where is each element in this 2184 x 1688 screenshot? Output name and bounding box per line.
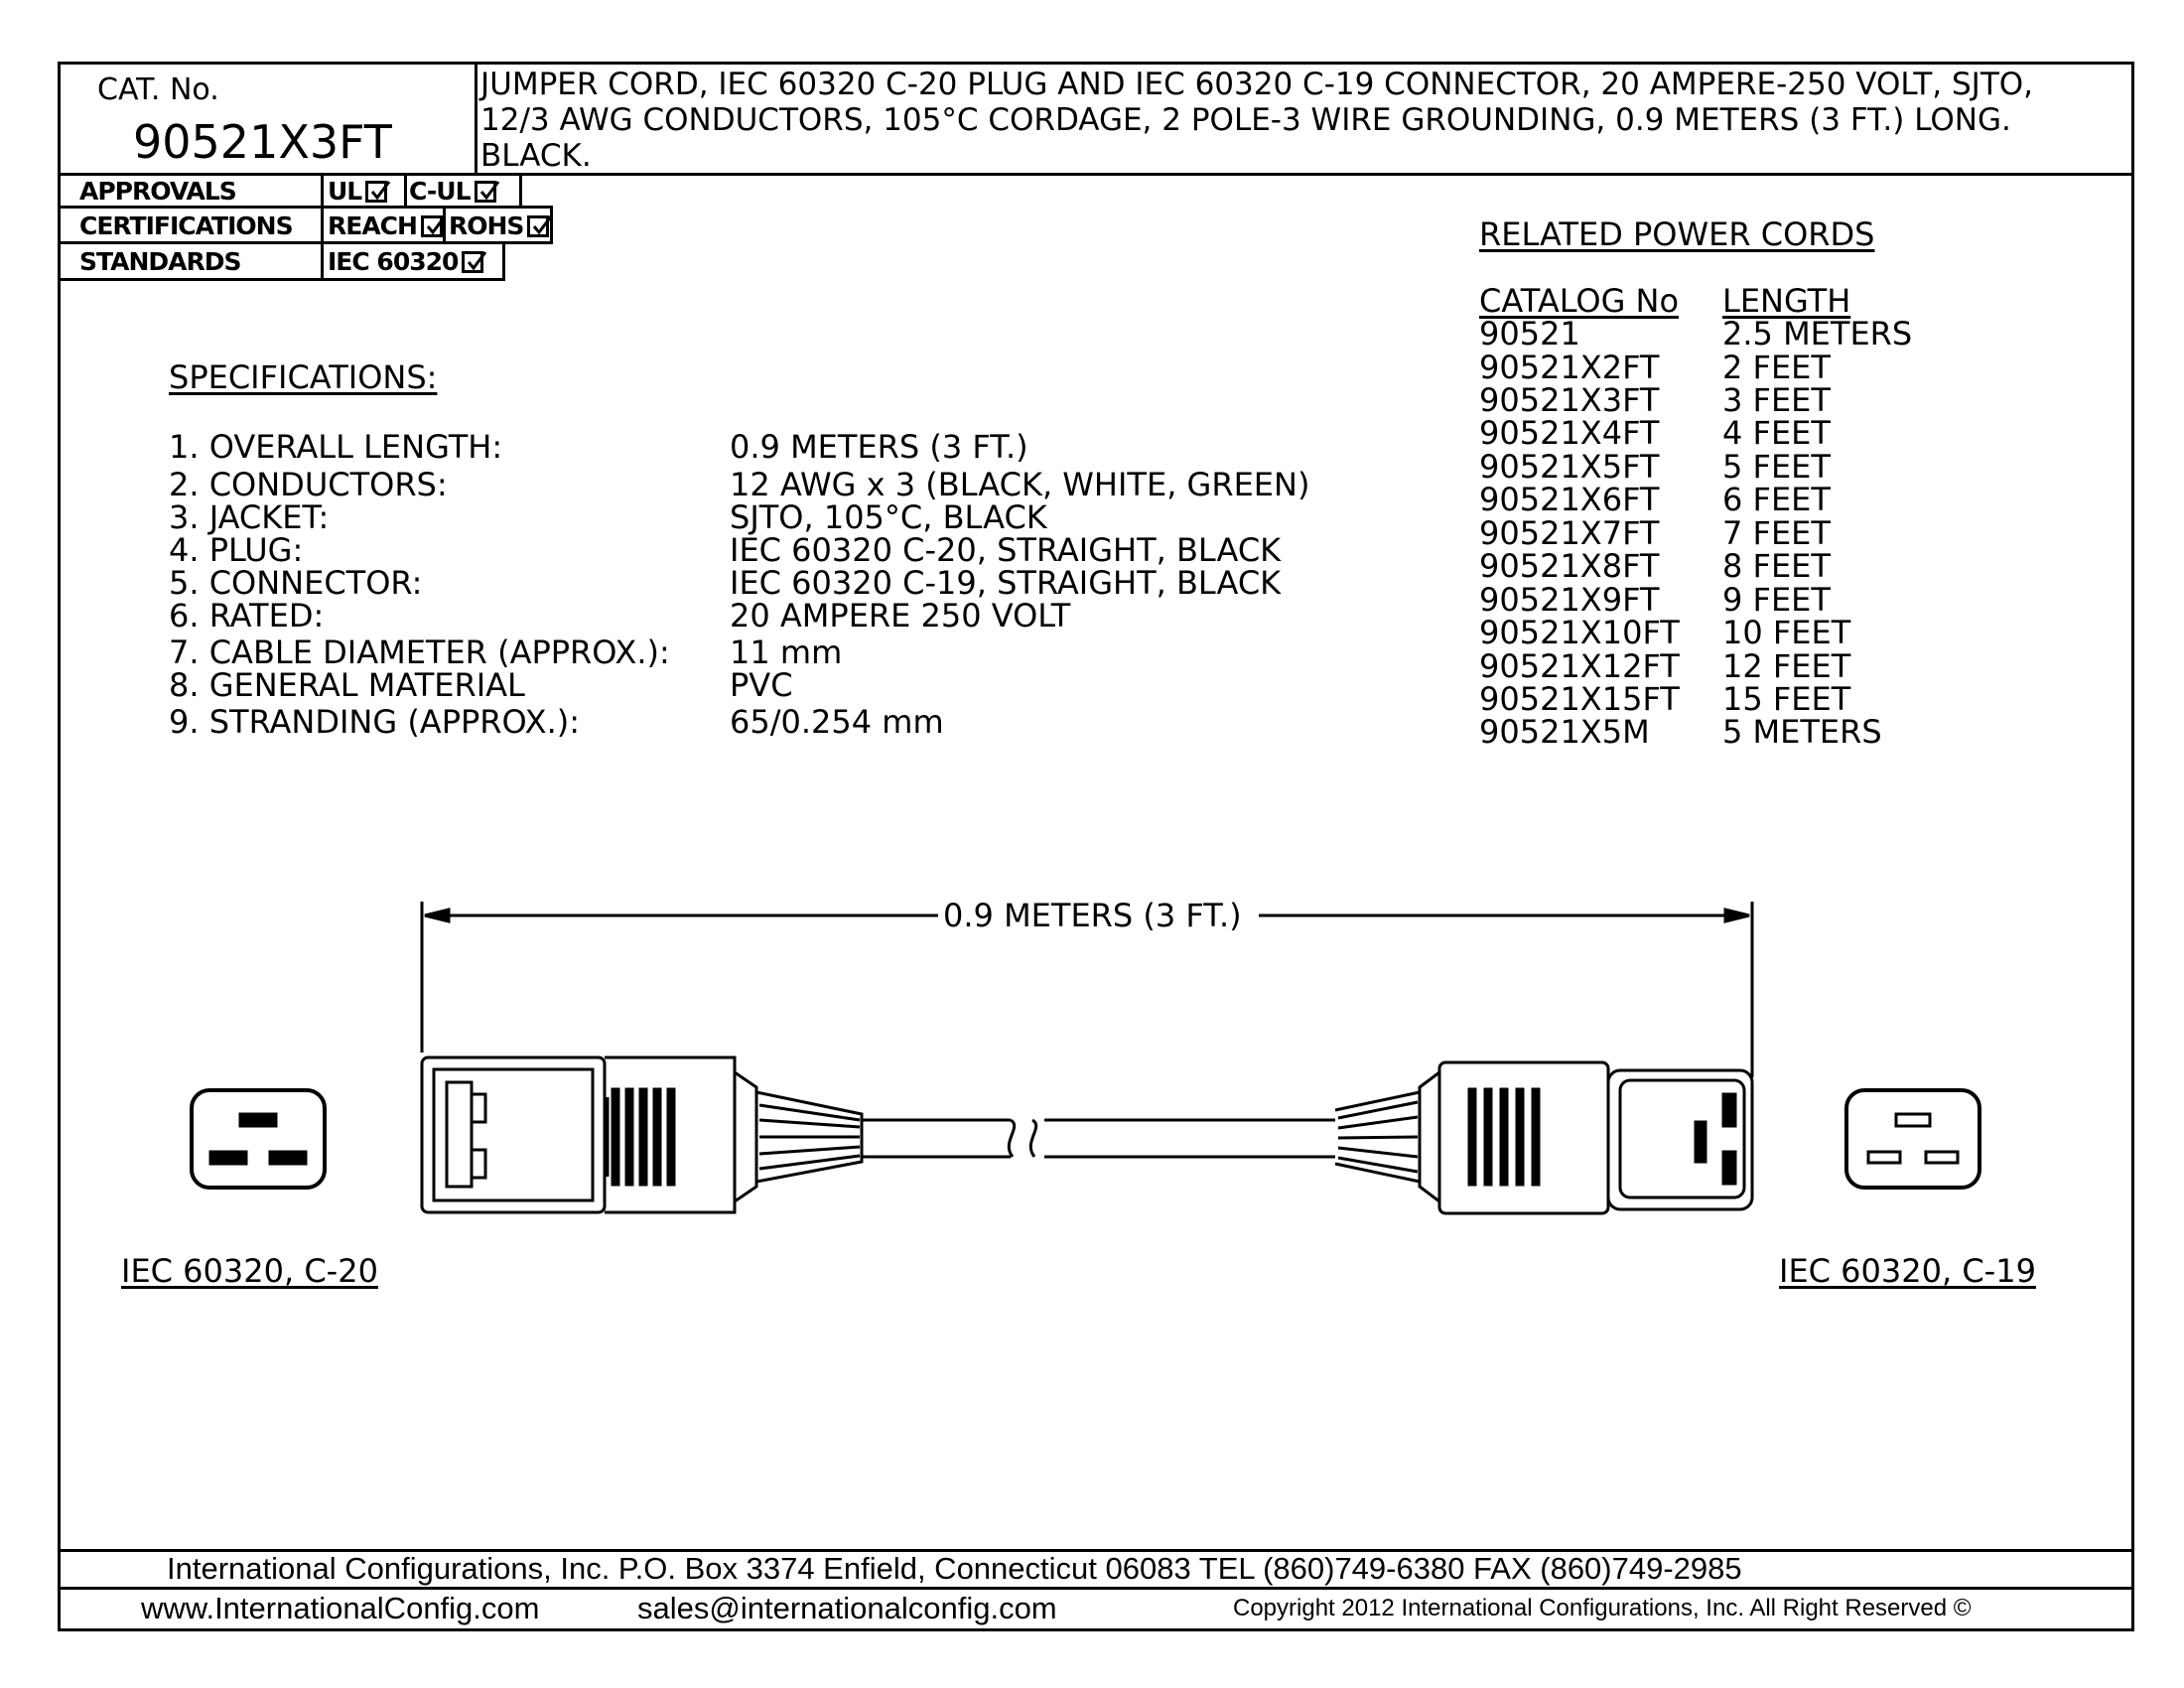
- spec-label: 6. RATED:: [169, 597, 325, 634]
- specifications-title: SPECIFICATIONS:: [169, 358, 438, 396]
- related-length: 12 FEET: [1722, 647, 1851, 685]
- related-catalog: 90521X2FT: [1479, 349, 1660, 386]
- left-connector-label: IEC 60320, C-20: [121, 1252, 378, 1290]
- related-length: 9 FEET: [1722, 581, 1831, 619]
- related-col-catalog: CATALOG No: [1479, 282, 1680, 320]
- related-length: 5 METERS: [1722, 713, 1882, 751]
- c19-connector-body: [1335, 1062, 1752, 1213]
- cat-number: 90521X3FT: [133, 115, 392, 169]
- spec-label: 5. CONNECTOR:: [169, 564, 423, 602]
- dimension-label: 0.9 METERS (3 FT.): [943, 897, 1242, 934]
- related-length: 4 FEET: [1722, 414, 1831, 452]
- related-length: 2.5 METERS: [1722, 315, 1913, 352]
- related-length: 6 FEET: [1722, 481, 1831, 518]
- c20-plug-face-icon: [192, 1090, 325, 1188]
- related-title: RELATED POWER CORDS: [1479, 215, 1875, 253]
- cat-label: CAT. No.: [97, 72, 219, 107]
- related-length: 15 FEET: [1722, 680, 1851, 718]
- spec-value: 20 AMPERE 250 VOLT: [730, 597, 1071, 634]
- spec-label: 3. JACKET:: [169, 498, 330, 536]
- spec-value: 12 AWG x 3 (BLACK, WHITE, GREEN): [730, 466, 1310, 503]
- related-catalog: 90521X9FT: [1479, 581, 1660, 619]
- spec-value: IEC 60320 C-20, STRAIGHT, BLACK: [730, 531, 1282, 569]
- reach-label: REACH: [328, 213, 443, 238]
- related-catalog: 90521X5FT: [1479, 448, 1660, 486]
- spec-value: 11 mm: [730, 633, 843, 671]
- related-catalog: 90521X4FT: [1479, 414, 1660, 452]
- c19-connector-face-icon: [1846, 1090, 1979, 1188]
- related-catalog: 90521X12FT: [1479, 647, 1680, 685]
- footer-copyright: Copyright 2012 International Configurations, Inc. All Right Reserved ©: [1233, 1595, 1972, 1621]
- spec-value: SJTO, 105°C, BLACK: [730, 498, 1047, 536]
- related-catalog: 90521X7FT: [1479, 514, 1660, 552]
- related-length: 3 FEET: [1722, 381, 1831, 419]
- related-catalog: 90521X5M: [1479, 713, 1650, 751]
- related-length: 2 FEET: [1722, 349, 1831, 386]
- footer-email[interactable]: sales@internationalconfig.com: [637, 1591, 1057, 1625]
- spec-label: 7. CABLE DIAMETER (APPROX.):: [169, 633, 670, 671]
- related-length: 8 FEET: [1722, 547, 1831, 585]
- spec-label: 2. CONDUCTORS:: [169, 466, 448, 503]
- standards-label: STANDARDS: [79, 247, 241, 276]
- spec-value: 0.9 METERS (3 FT.): [730, 428, 1028, 466]
- approvals-label: APPROVALS: [79, 177, 236, 206]
- related-catalog: 90521X6FT: [1479, 481, 1660, 518]
- description-line-3: BLACK.: [480, 138, 592, 174]
- right-connector-label: IEC 60320, C-19: [1779, 1252, 2036, 1290]
- related-col-length: LENGTH: [1722, 282, 1851, 320]
- spec-label: 4. PLUG:: [169, 531, 304, 569]
- spec-label: 8. GENERAL MATERIAL: [169, 666, 525, 704]
- rohs-label: ROHS: [449, 213, 549, 238]
- certifications-label: CERTIFICATIONS: [79, 211, 293, 240]
- related-catalog: 90521X15FT: [1479, 680, 1680, 718]
- cable-right-section: [1030, 1120, 1335, 1157]
- related-catalog: 90521: [1479, 315, 1580, 352]
- ul-label: UL: [328, 179, 387, 204]
- related-catalog: 90521X3FT: [1479, 381, 1660, 419]
- related-catalog: 90521X10FT: [1479, 614, 1680, 651]
- iec-label: IEC 60320: [328, 249, 483, 274]
- description-line-2: 12/3 AWG CONDUCTORS, 105°C CORDAGE, 2 POLE-3 WIRE GROUNDING, 0.9 METERS (3 FT.) LONG.: [480, 102, 2011, 138]
- c20-plug-body: [422, 1057, 1015, 1212]
- description-line-1: JUMPER CORD, IEC 60320 C-20 PLUG AND IEC 60320 C-19 CONNECTOR, 20 AMPERE-250 VOLT, SJTO,: [480, 67, 2034, 102]
- related-catalog: 90521X8FT: [1479, 547, 1660, 585]
- related-length: 10 FEET: [1722, 614, 1851, 651]
- spec-label: 1. OVERALL LENGTH:: [169, 428, 503, 466]
- spec-value: 65/0.254 mm: [730, 703, 944, 741]
- footer-website[interactable]: www.InternationalConfig.com: [141, 1591, 540, 1625]
- spec-value: IEC 60320 C-19, STRAIGHT, BLACK: [730, 564, 1282, 602]
- related-length: 7 FEET: [1722, 514, 1831, 552]
- related-length: 5 FEET: [1722, 448, 1831, 486]
- spec-label: 9. STRANDING (APPROX.):: [169, 703, 581, 741]
- spec-value: PVC: [730, 666, 793, 704]
- cul-label: C-UL: [409, 179, 496, 204]
- footer-address: International Configurations, Inc. P.O. Box 3374 Enfield, Connecticut 06083 TEL (860)749-6380 FAX (860)749-2985: [167, 1551, 1742, 1586]
- footer-mid-line: [58, 1587, 2134, 1590]
